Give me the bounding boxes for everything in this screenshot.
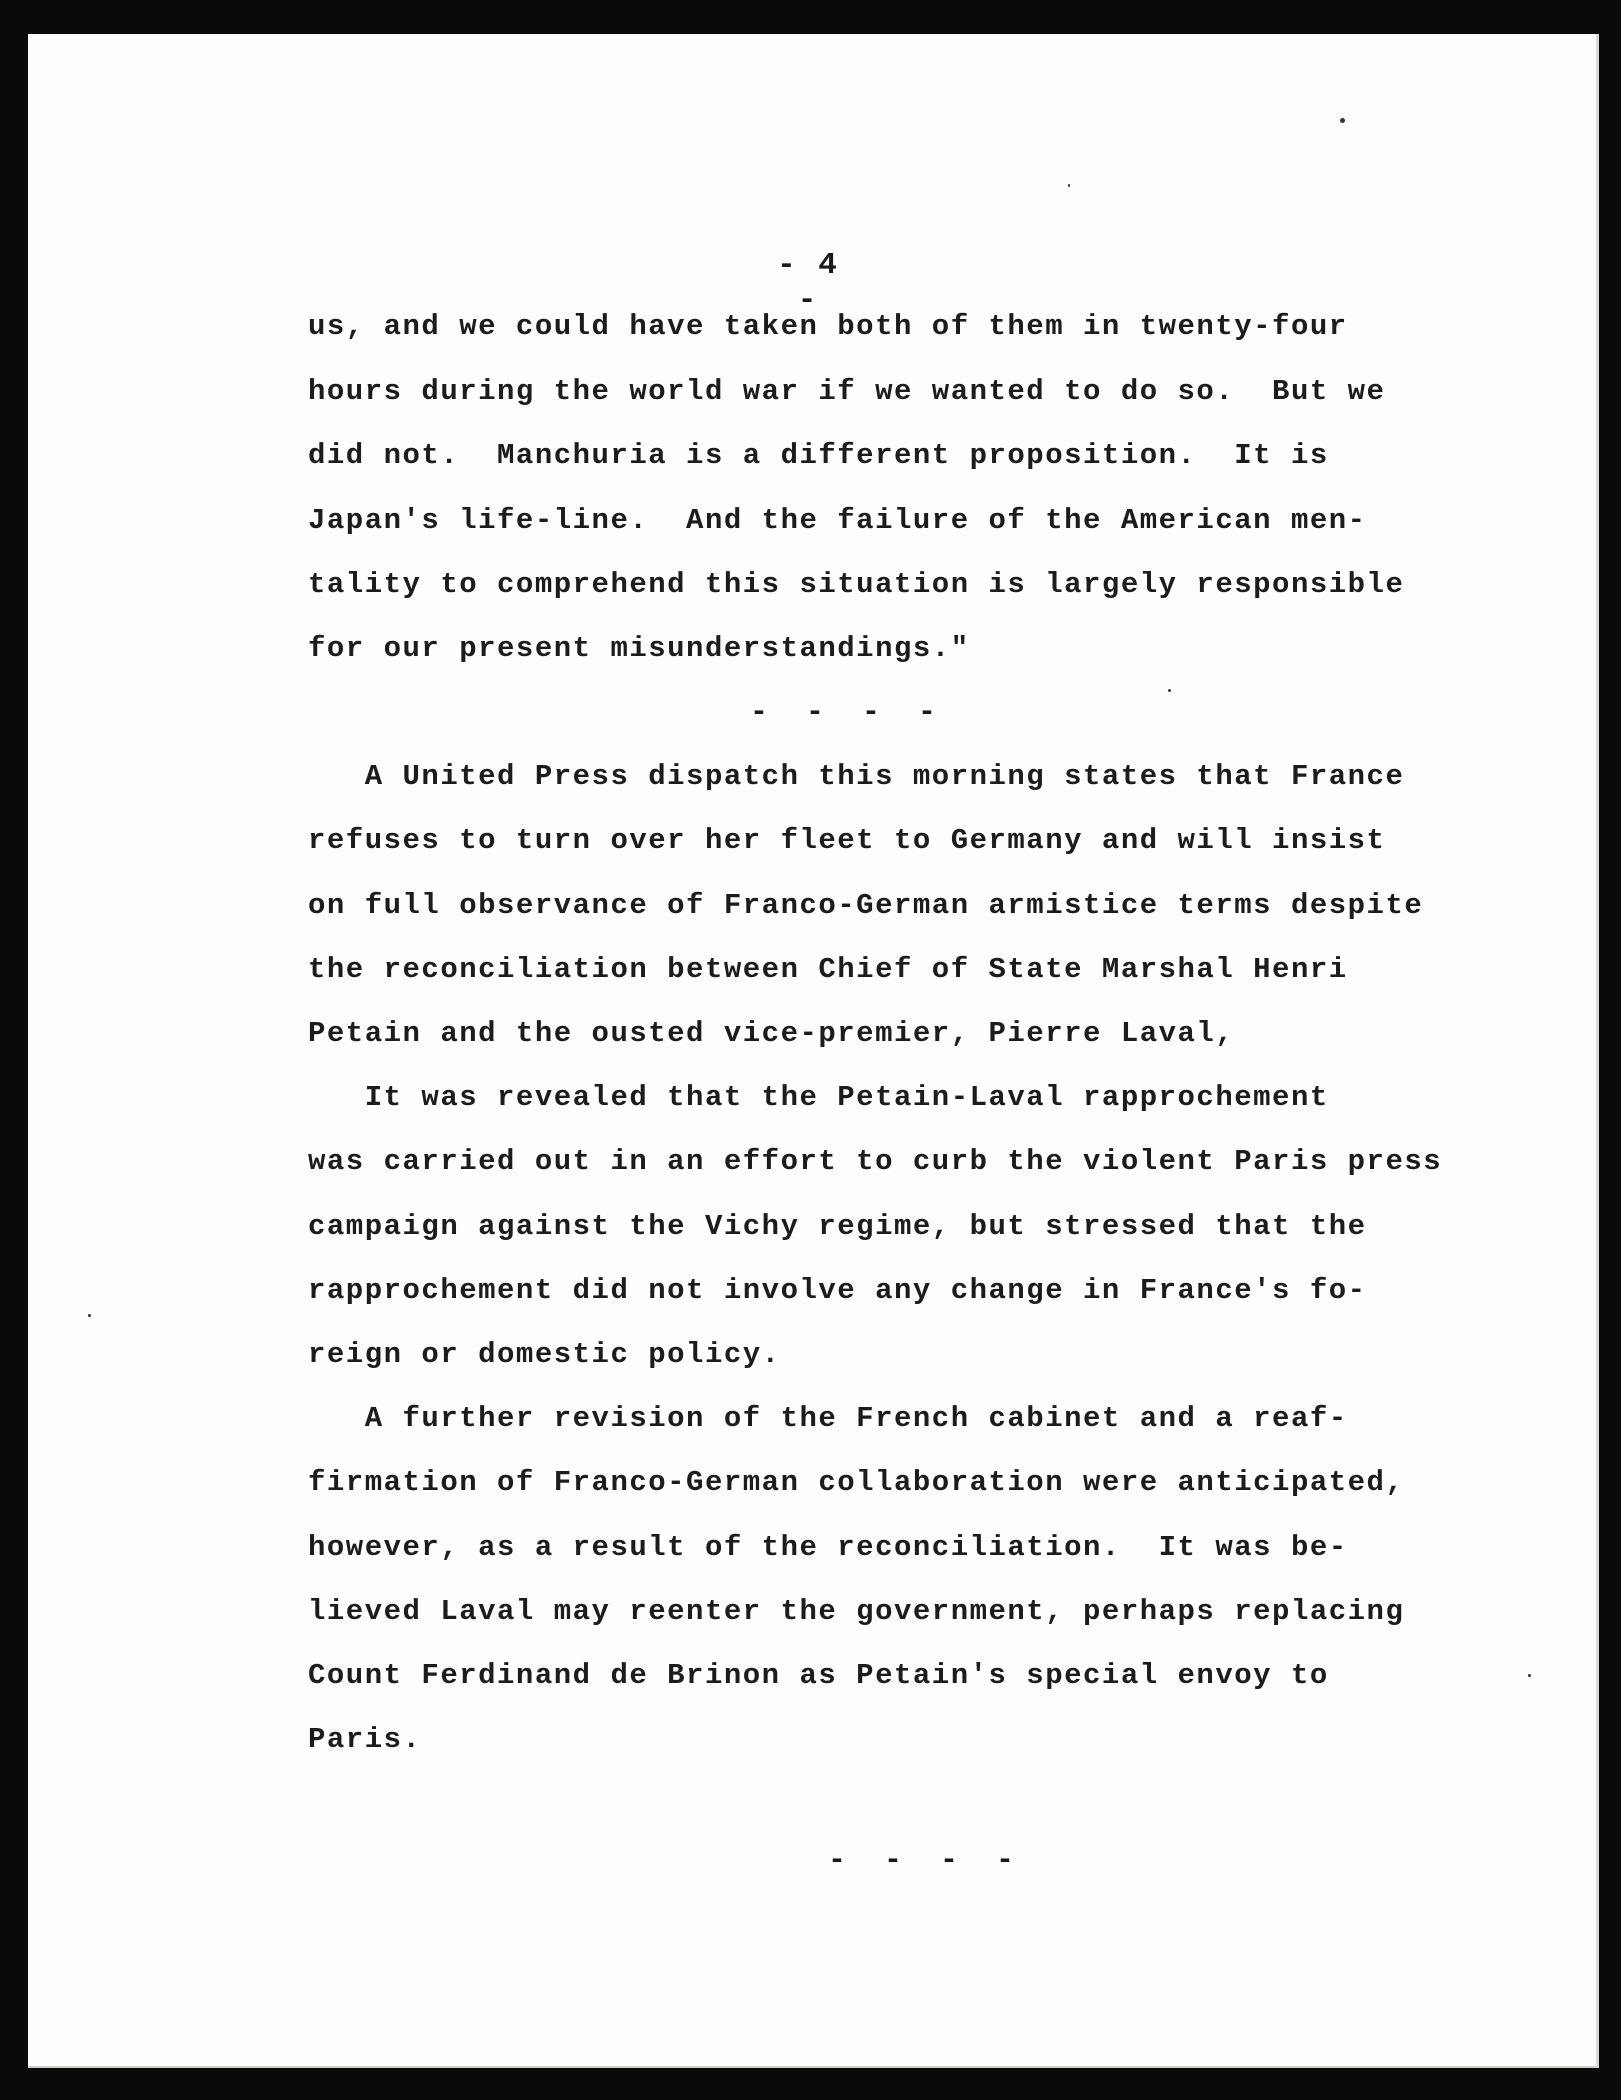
text-line: Count Ferdinand de Brinon as Petain's special envoy to: [308, 1659, 1329, 1692]
text-line: did not. Manchuria is a different proposition. It is: [308, 439, 1329, 472]
text-line: refuses to turn over her fleet to Germany and will insist: [308, 824, 1386, 857]
text-line: however, as a result of the reconciliation. It was be-: [308, 1531, 1348, 1564]
text-line: reign or domestic policy.: [308, 1338, 781, 1371]
scan-speck: [88, 1314, 91, 1317]
text-line: It was revealed that the Petain-Laval rapprochement: [308, 1081, 1329, 1114]
scan-speck: [1068, 184, 1070, 187]
text-line: campaign against the Vichy regime, but stressed that the: [308, 1210, 1367, 1243]
scan-speck: [1528, 1674, 1531, 1677]
section-separator: - - - -: [750, 696, 947, 730]
text-line: A United Press dispatch this morning states that France: [308, 760, 1405, 793]
document-page: [28, 34, 1599, 2068]
text-line: tality to comprehend this situation is largely responsible: [308, 568, 1405, 601]
text-line: rapprochement did not involve any change in France's fo-: [308, 1274, 1367, 1307]
text-line: was carried out in an effort to curb the violent Paris press: [308, 1145, 1443, 1178]
text-line: Petain and the ousted vice-premier, Pierre Laval,: [308, 1017, 1235, 1050]
text-line: firmation of Franco-German collaboration were anticipated,: [308, 1466, 1405, 1499]
page-number: - 4 -: [777, 248, 839, 318]
text-line: A further revision of the French cabinet and a reaf-: [308, 1402, 1348, 1435]
text-line: the reconciliation between Chief of State Marshal Henri: [308, 953, 1348, 986]
text-line: lieved Laval may reenter the government, perhaps replacing: [308, 1595, 1405, 1628]
text-line: us, and we could have taken both of them in twenty-four: [308, 310, 1348, 343]
section-separator: - - - -: [828, 1844, 1025, 1878]
text-line: Japan's life-line. And the failure of the American men-: [308, 504, 1367, 537]
text-line: for our present misunderstandings.": [308, 632, 970, 665]
scan-speck: [1168, 689, 1171, 692]
text-line: on full observance of Franco-German armistice terms despite: [308, 889, 1424, 922]
text-line: Paris.: [308, 1723, 422, 1756]
text-line: hours during the world war if we wanted to do so. But we: [308, 375, 1386, 408]
scan-speck: [1340, 118, 1345, 123]
